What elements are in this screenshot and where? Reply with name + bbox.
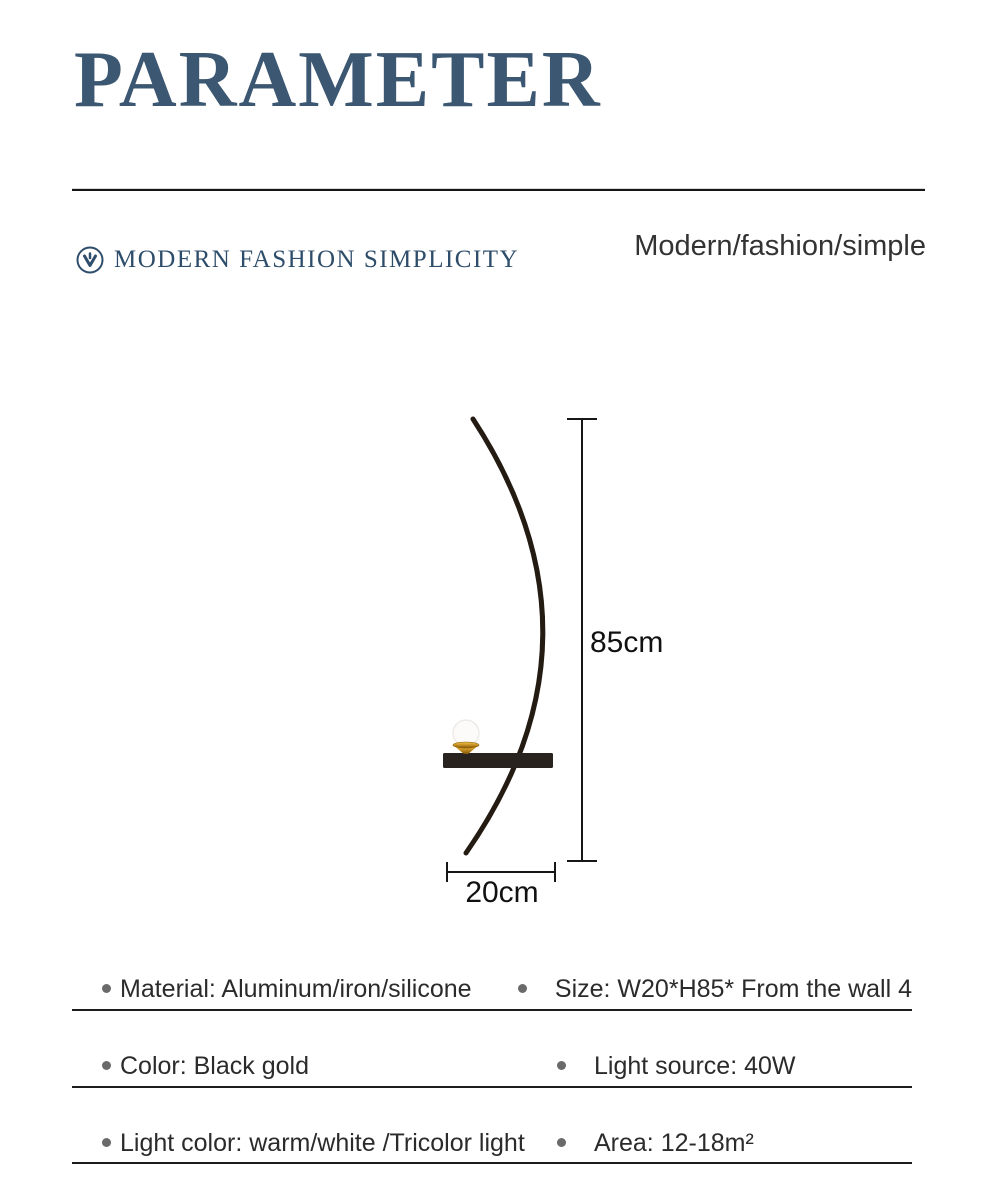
spec-size: Size: W20*H85* From the wall 4 bbox=[554, 975, 912, 1003]
spec-light-color: Light color: warm/white /Tricolor light bbox=[120, 1129, 525, 1157]
spec-table bbox=[72, 934, 912, 1164]
bullet-icon bbox=[102, 1138, 111, 1147]
page-title: PARAMETER bbox=[74, 36, 602, 124]
subheader bbox=[76, 244, 519, 276]
lamp-dimension-diagram bbox=[420, 400, 700, 915]
spec-row-lightcolor-area bbox=[72, 1088, 912, 1164]
spec-light-source: Light source: 40W bbox=[594, 1052, 796, 1080]
spec-cell-area bbox=[557, 1126, 912, 1160]
bullet-icon bbox=[102, 984, 111, 993]
bullet-icon bbox=[557, 1061, 566, 1070]
bullet-icon bbox=[102, 1061, 111, 1070]
lamp-gold-bowl-rim bbox=[453, 742, 479, 748]
spec-material: Material: Aluminum/iron/silicone bbox=[120, 975, 472, 1003]
style-tagline: Modern/fashion/simple bbox=[634, 230, 926, 262]
spec-color: Color: Black gold bbox=[120, 1052, 309, 1080]
subheader-label: MODERN FASHION SIMPLICITY bbox=[114, 246, 520, 273]
spec-cell-light-source bbox=[557, 1049, 912, 1083]
header-divider bbox=[72, 188, 925, 191]
spec-cell-light-color bbox=[72, 1126, 557, 1160]
height-dimension-label: 85cm bbox=[590, 626, 664, 659]
spec-cell-material bbox=[72, 972, 518, 1006]
spec-area: Area: 12-18m² bbox=[594, 1129, 754, 1157]
lamp-curved-body bbox=[466, 419, 543, 853]
chevron-down-circle-icon bbox=[76, 246, 104, 274]
spec-row-color-source bbox=[72, 1011, 912, 1088]
spec-row-material-size bbox=[72, 934, 912, 1011]
spec-cell-color bbox=[72, 1049, 557, 1083]
bullet-icon bbox=[557, 1138, 566, 1147]
bullet-icon bbox=[518, 984, 527, 993]
spec-cell-size bbox=[518, 972, 912, 1006]
width-dimension-label: 20cm bbox=[465, 876, 539, 909]
lamp-shelf bbox=[443, 753, 553, 768]
